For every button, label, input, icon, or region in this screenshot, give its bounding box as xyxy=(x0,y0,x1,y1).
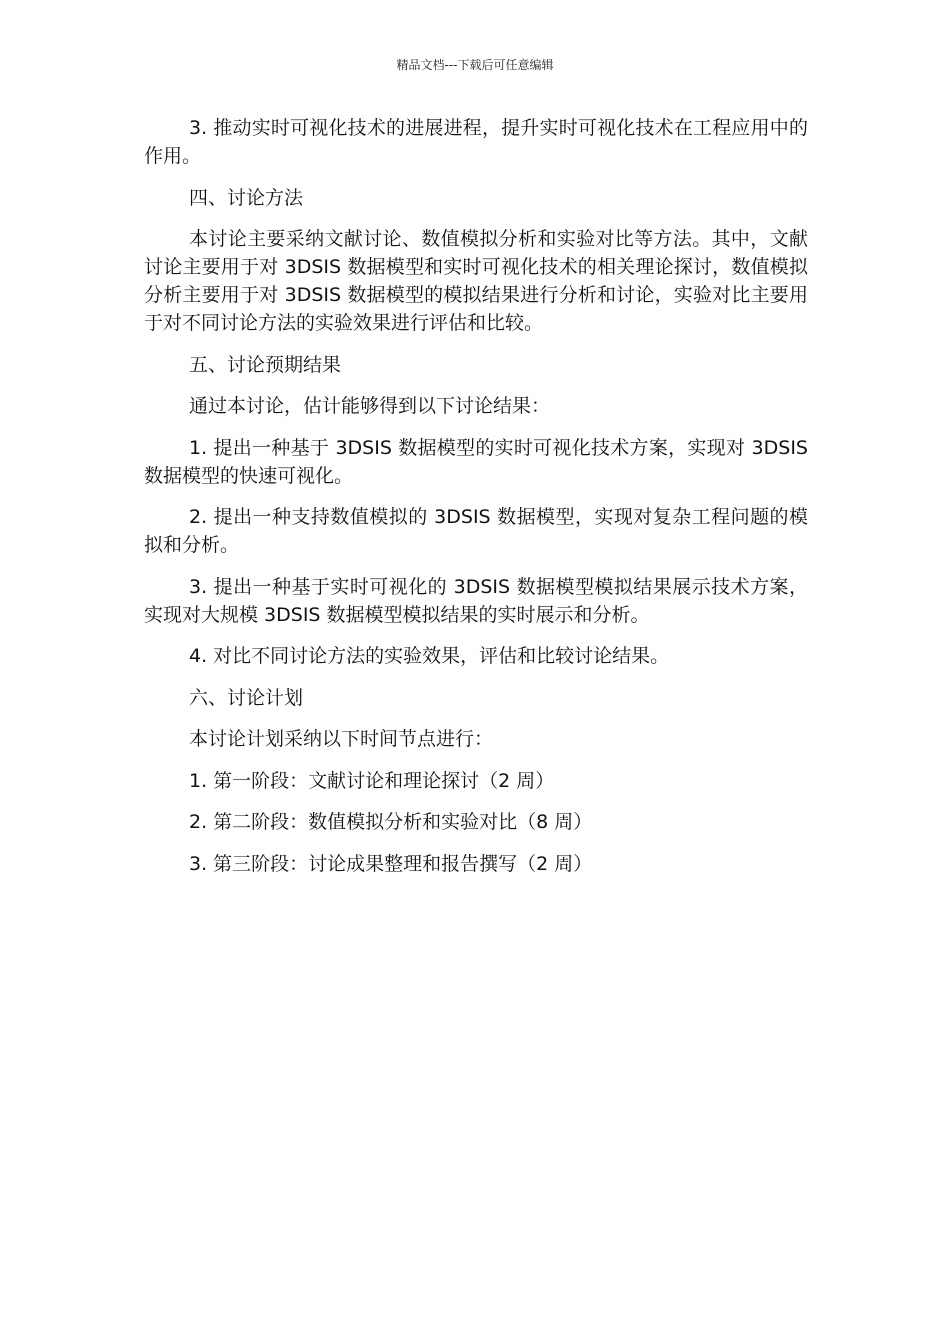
list-item-phase-2: 2. 第二阶段：数值模拟分析和实验对比（8 周） xyxy=(189,811,593,833)
section-heading-plan: 六、讨论计划 xyxy=(189,686,304,709)
list-item-result-3: 3. 提出一种基于实时可视化的 3DSIS 数据模型模拟结果展示技术方案，实现对大规模 3DSIS 数据模型模拟结果的实时展示和分析。 xyxy=(144,575,808,626)
methods-paragraph: 本讨论主要采纳文献讨论、数值模拟分析和实验对比等方法。其中，文献讨论主要用于对 3DSIS 数据模型和实时可视化技术的相关理论探讨，数值模拟分析主要用于对 3DSIS 数据模型的模拟结果进行分析和讨论，实验对比主要用于对不同讨论方法的实验效果进行评估和比较。 xyxy=(144,228,808,334)
list-item-goal-3: 3. 推动实时可视化技术的进展进程，提升实时可视化技术在工程应用中的作用。 xyxy=(144,117,808,167)
expected-results-intro: 通过本讨论，估计能够得到以下讨论结果： xyxy=(189,395,551,417)
section-heading-methods: 四、讨论方法 xyxy=(189,186,304,209)
list-item-result-4: 4. 对比不同讨论方法的实验效果，评估和比较讨论结果。 xyxy=(189,645,670,667)
list-item-result-2: 2. 提出一种支持数值模拟的 3DSIS 数据模型，实现对复杂工程问题的模拟和分析。 xyxy=(144,506,808,556)
list-item-phase-3: 3. 第三阶段：讨论成果整理和报告撰写（2 周） xyxy=(189,852,593,875)
page-header: 精品文档---下载后可任意编辑 xyxy=(396,58,554,72)
plan-intro: 本讨论计划采纳以下时间节点进行： xyxy=(189,728,494,750)
section-heading-expected-results: 五、讨论预期结果 xyxy=(189,353,342,376)
list-item-result-1: 1. 提出一种基于 3DSIS 数据模型的实时可视化技术方案，实现对 3DSIS 数据模型的快速可视化。 xyxy=(144,436,808,487)
list-item-phase-1: 1. 第一阶段：文献讨论和理论探讨（2 周） xyxy=(189,769,555,792)
document-body xyxy=(144,114,808,891)
